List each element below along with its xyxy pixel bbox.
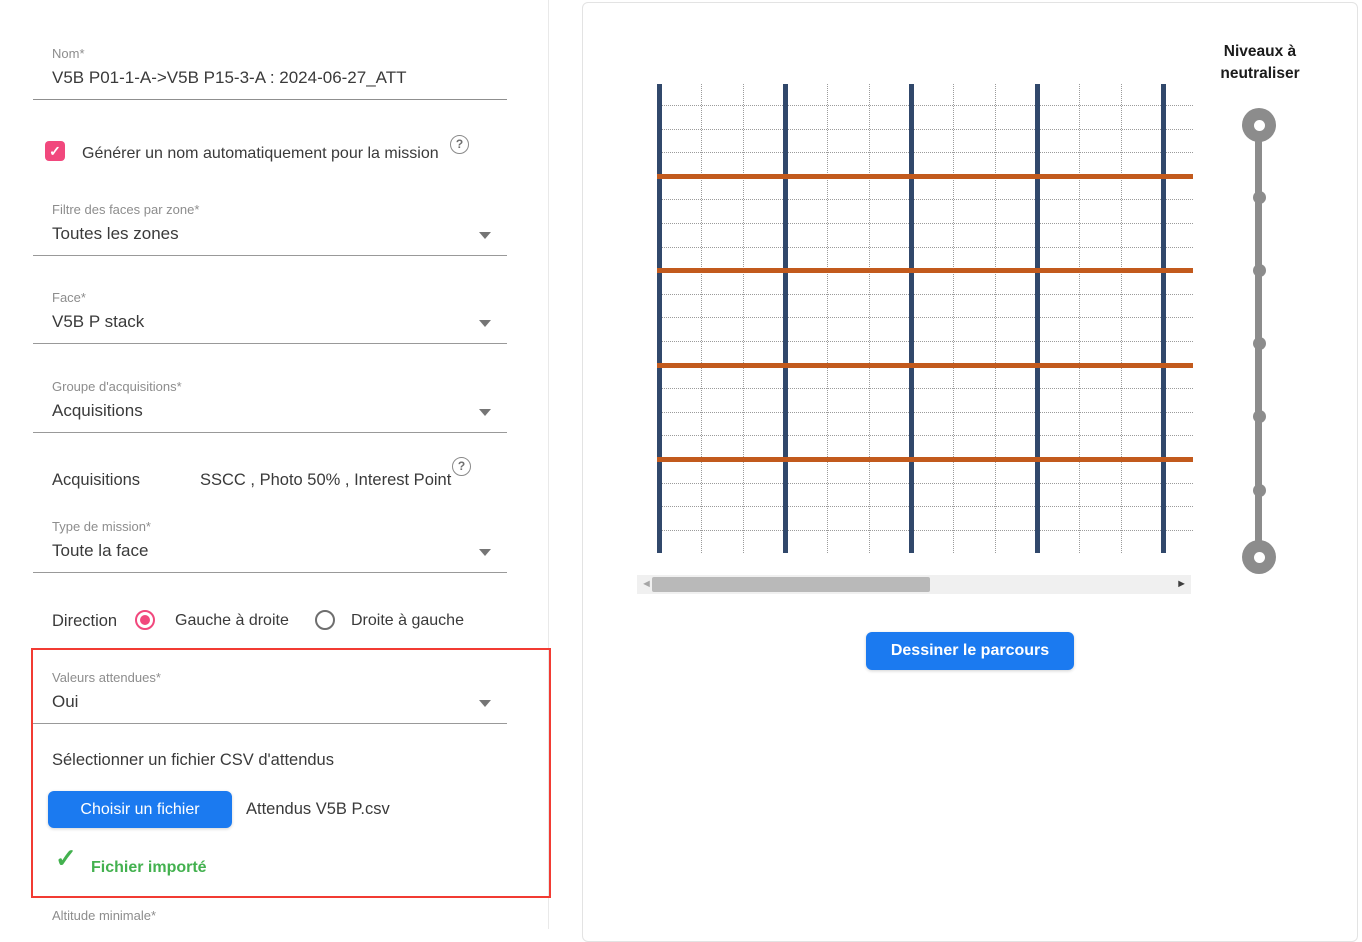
grid-pylon-line bbox=[657, 84, 662, 553]
grid-pylon-line bbox=[783, 84, 788, 553]
face-value: V5B P stack bbox=[52, 312, 145, 331]
dropdown-arrow-icon[interactable] bbox=[479, 549, 491, 556]
grid-dotted-row bbox=[657, 483, 1193, 484]
direction-option-label[interactable]: Droite à gauche bbox=[351, 612, 464, 629]
grid-pylon-line bbox=[1035, 84, 1040, 553]
grid-dotted-row bbox=[657, 199, 1193, 200]
levels-stepper bbox=[1240, 108, 1278, 578]
dropdown-arrow-icon[interactable] bbox=[479, 409, 491, 416]
auto-name-checkbox-label: Générer un nom automatiquement pour la mission bbox=[82, 145, 439, 162]
grid-level-line bbox=[657, 268, 1193, 273]
mission-type-value: Toute la face bbox=[52, 541, 149, 560]
grid-pylon-line bbox=[1161, 84, 1166, 553]
face-label: Face* bbox=[52, 290, 86, 305]
grid-pylon-line bbox=[909, 84, 914, 553]
grid-level-line bbox=[657, 457, 1193, 462]
file-imported-status: Fichier importé bbox=[91, 859, 207, 876]
name-field[interactable] bbox=[33, 44, 507, 100]
mission-type-label: Type de mission* bbox=[52, 519, 151, 534]
stepper-level-dot[interactable] bbox=[1253, 410, 1266, 423]
grid-level-line bbox=[657, 174, 1193, 179]
zone-filter-value: Toutes les zones bbox=[52, 224, 179, 243]
selected-file-name: Attendus V5B P.csv bbox=[246, 800, 390, 818]
scroll-left-arrow-icon[interactable]: ◄ bbox=[641, 578, 652, 590]
stepper-level-dot[interactable] bbox=[1253, 337, 1266, 350]
dropdown-arrow-icon[interactable] bbox=[479, 320, 491, 327]
dropdown-arrow-icon[interactable] bbox=[479, 232, 491, 239]
zone-filter-select[interactable] bbox=[33, 200, 507, 256]
expected-values-select[interactable] bbox=[33, 668, 507, 724]
name-field-label: Nom* bbox=[52, 46, 85, 61]
acquisitions-help-icon[interactable]: ? bbox=[452, 457, 471, 476]
grid-dotted-row bbox=[657, 435, 1193, 436]
levels-to-neutralize-title bbox=[1195, 41, 1325, 85]
grid-dotted-column bbox=[1121, 84, 1122, 553]
grid-dotted-row bbox=[657, 152, 1193, 153]
auto-name-help-icon[interactable]: ? bbox=[450, 135, 469, 154]
stepper-level-dot[interactable] bbox=[1253, 264, 1266, 277]
grid-dotted-row bbox=[657, 223, 1193, 224]
grid-dotted-column bbox=[827, 84, 828, 553]
grid-dotted-row bbox=[657, 129, 1193, 130]
face-grid bbox=[657, 84, 1193, 553]
grid-dotted-row bbox=[657, 412, 1193, 413]
scrollbar-thumb[interactable] bbox=[652, 577, 930, 592]
file-imported-check-icon: ✓ bbox=[55, 843, 77, 873]
grid-dotted-column bbox=[995, 84, 996, 553]
stepper-level-dot[interactable] bbox=[1253, 191, 1266, 204]
grid-dotted-row bbox=[657, 530, 1193, 531]
direction-label: Direction bbox=[52, 612, 118, 630]
acquisitions-row-label: Acquisitions bbox=[52, 471, 141, 489]
mission-type-select[interactable] bbox=[33, 517, 507, 573]
grid-dotted-row bbox=[657, 317, 1193, 318]
stepper-node-hole bbox=[1254, 552, 1265, 563]
scroll-right-arrow-icon[interactable]: ► bbox=[1176, 578, 1187, 590]
grid-dotted-row bbox=[657, 105, 1193, 106]
grid-dotted-row bbox=[657, 506, 1193, 507]
stepper-node-hole bbox=[1254, 120, 1265, 131]
levels-title-line2: neutraliser bbox=[1220, 65, 1300, 82]
grid-dotted-row bbox=[657, 388, 1193, 389]
acquisitions-row-value: SSCC , Photo 50% , Interest Point bbox=[200, 471, 452, 489]
grid-dotted-column bbox=[953, 84, 954, 553]
grid-dotted-column bbox=[743, 84, 744, 553]
acquisition-group-label: Groupe d'acquisitions* bbox=[52, 379, 182, 394]
choose-file-button[interactable]: Choisir un fichier bbox=[48, 791, 232, 828]
grid-dotted-row bbox=[657, 341, 1193, 342]
direction-option-label[interactable]: Gauche à droite bbox=[175, 612, 289, 629]
direction-radio-right-to-left[interactable] bbox=[315, 610, 335, 630]
auto-name-checkbox[interactable]: ✓ bbox=[45, 141, 65, 161]
name-field-value: V5B P01-1-A->V5B P15-3-A : 2024-06-27_ATT bbox=[52, 68, 407, 87]
stepper-end-node[interactable] bbox=[1242, 540, 1276, 574]
levels-title-line1: Niveaux à bbox=[1223, 43, 1297, 60]
grid-dotted-column bbox=[1079, 84, 1080, 553]
zone-filter-label: Filtre des faces par zone* bbox=[52, 202, 200, 217]
direction-radio-left-to-right[interactable] bbox=[135, 610, 155, 630]
expected-values-label: Valeurs attendues* bbox=[52, 670, 161, 685]
stepper-level-dot[interactable] bbox=[1253, 484, 1266, 497]
stepper-end-node[interactable] bbox=[1242, 108, 1276, 142]
draw-path-button[interactable]: Dessiner le parcours bbox=[866, 632, 1074, 670]
expected-values-value: Oui bbox=[52, 692, 79, 711]
grid-horizontal-scrollbar[interactable] bbox=[637, 575, 1191, 594]
grid-dotted-row bbox=[657, 247, 1193, 248]
csv-section-title: Sélectionner un fichier CSV d'attendus bbox=[52, 751, 334, 769]
altitude-min-label: Altitude minimale* bbox=[52, 908, 157, 923]
grid-dotted-column bbox=[869, 84, 870, 553]
grid-level-line bbox=[657, 363, 1193, 368]
grid-dotted-row bbox=[657, 294, 1193, 295]
face-select[interactable] bbox=[33, 288, 507, 344]
acquisition-group-value: Acquisitions bbox=[52, 401, 143, 420]
acquisition-group-select[interactable] bbox=[33, 377, 507, 433]
dropdown-arrow-icon[interactable] bbox=[479, 700, 491, 707]
grid-dotted-column bbox=[701, 84, 702, 553]
mission-form-panel bbox=[0, 0, 549, 929]
